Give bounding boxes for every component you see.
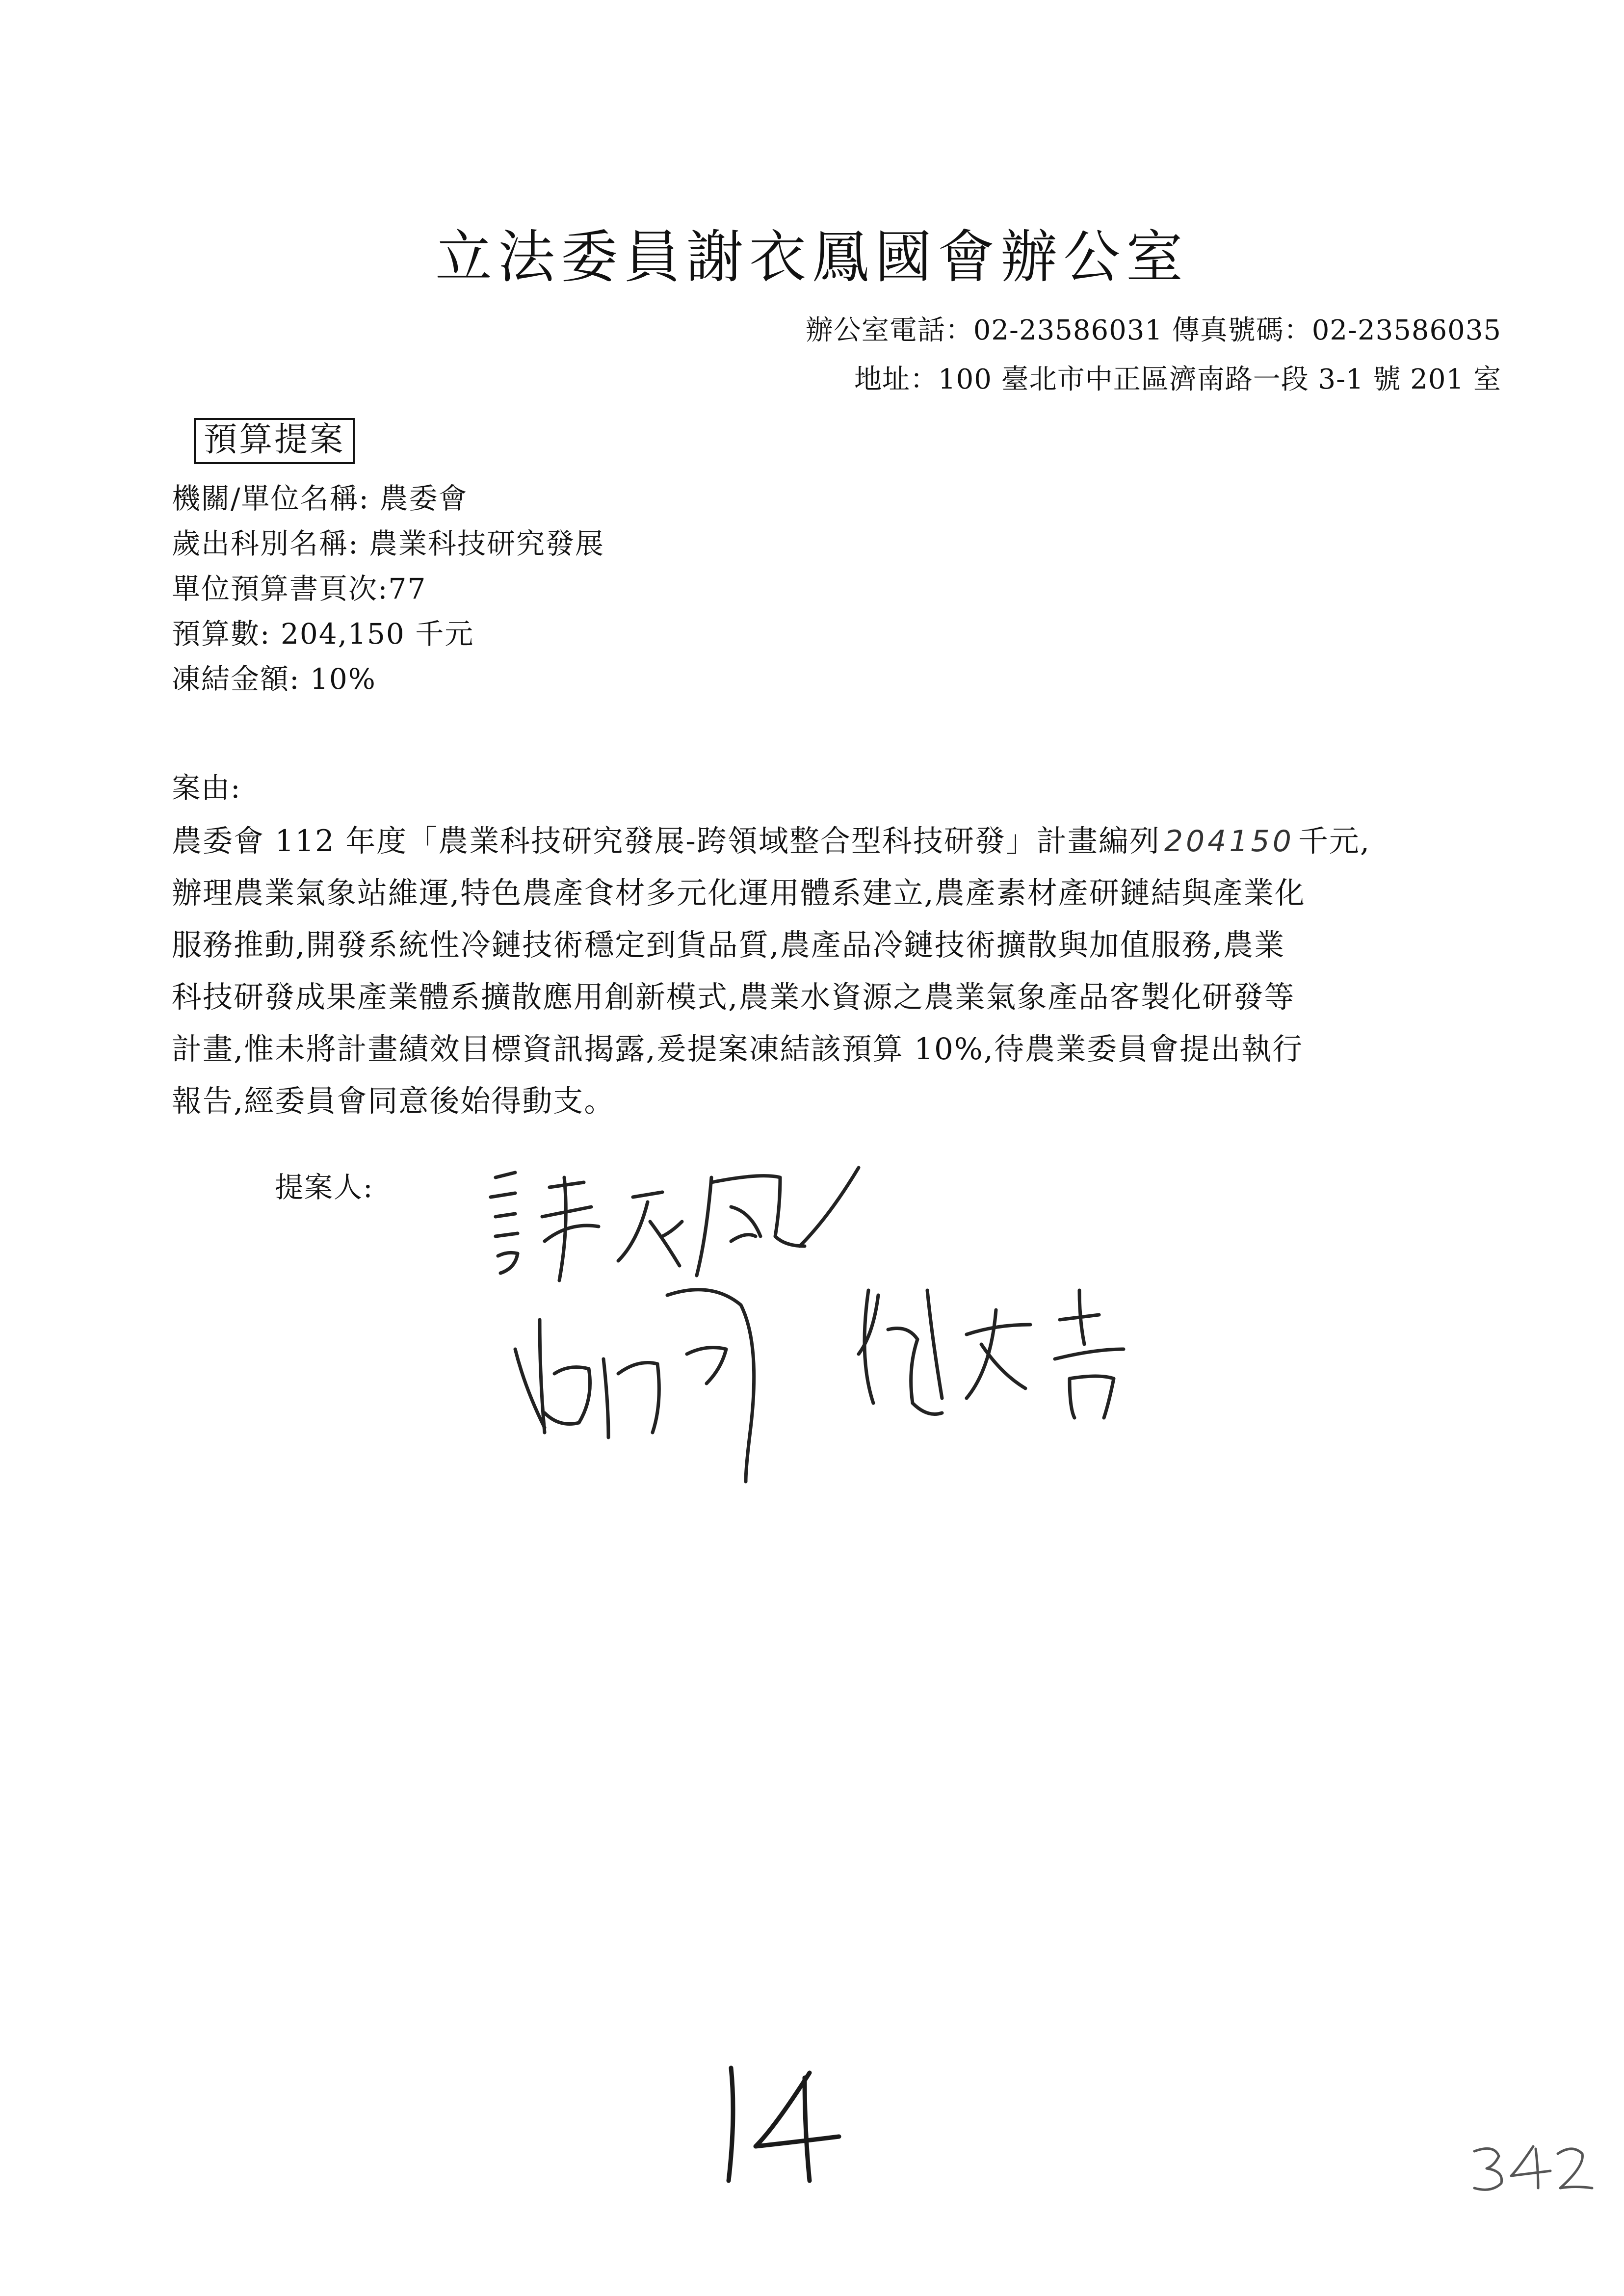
field-agency: 機關/單位名稱: 農委會: [172, 482, 468, 515]
handwritten-amount: 204150: [1164, 824, 1294, 859]
office-phone-fax: 辦公室電話：02-23586031 傳真號碼：02-23586035: [805, 314, 1501, 346]
reason-line: [172, 815, 1511, 867]
reason-label: 案由:: [172, 771, 241, 805]
reason-line1-unit: 千元,: [1298, 824, 1371, 859]
office-title: 立法委員謝衣鳳國會辦公室: [435, 224, 1189, 290]
signature-1: [491, 1168, 859, 1280]
handwritten-archive-number: [1467, 2139, 1595, 2193]
signature-2: [515, 1290, 754, 1482]
field-budget-page: 單位預算書頁次:77: [172, 572, 427, 605]
proposer-signatures: [456, 1143, 1290, 1536]
budget-field-list: [172, 476, 604, 702]
proposer-label: 提案人:: [275, 1171, 374, 1204]
reason-line: 計畫,惟未將計畫績效目標資訊揭露,爰提案凍結該預算 10%,待農業委員會提出執行: [172, 1032, 1304, 1067]
reason-body: [172, 815, 1511, 1127]
reason-line: 科技研發成果產業體系擴散應用創新模式,農業水資源之農業氣象產品客製化研發等: [172, 980, 1295, 1015]
office-address: 地址：100 臺北市中正區濟南路一段 3-1 號 201 室: [854, 364, 1501, 395]
reason-line: 辦理農業氣象站維運,特色農產食材多元化運用體系建立,農產素材產研鏈結與產業化: [172, 876, 1306, 911]
handwritten-page-number: [697, 2058, 854, 2186]
field-expenditure-item: 歲出科別名稱: 農業科技研究發展: [172, 527, 604, 560]
field-budget-amount: 預算數: 204,150 千元: [172, 617, 474, 651]
reason-line: 服務推動,開發系統性冷鏈技術穩定到貨品質,農產品冷鏈技術擴散與加值服務,農業: [172, 928, 1285, 963]
field-freeze-ratio: 凍結金額: 10%: [172, 662, 376, 696]
reason-line1-text: 農委會 112 年度「農業科技研究發展-跨領域整合型科技研發」計畫編列: [172, 824, 1160, 859]
reason-line: 報告,經委員會同意後始得動支。: [172, 1084, 615, 1119]
document-type-box: 預算提案: [194, 418, 355, 464]
signature-3: [859, 1290, 1124, 1418]
